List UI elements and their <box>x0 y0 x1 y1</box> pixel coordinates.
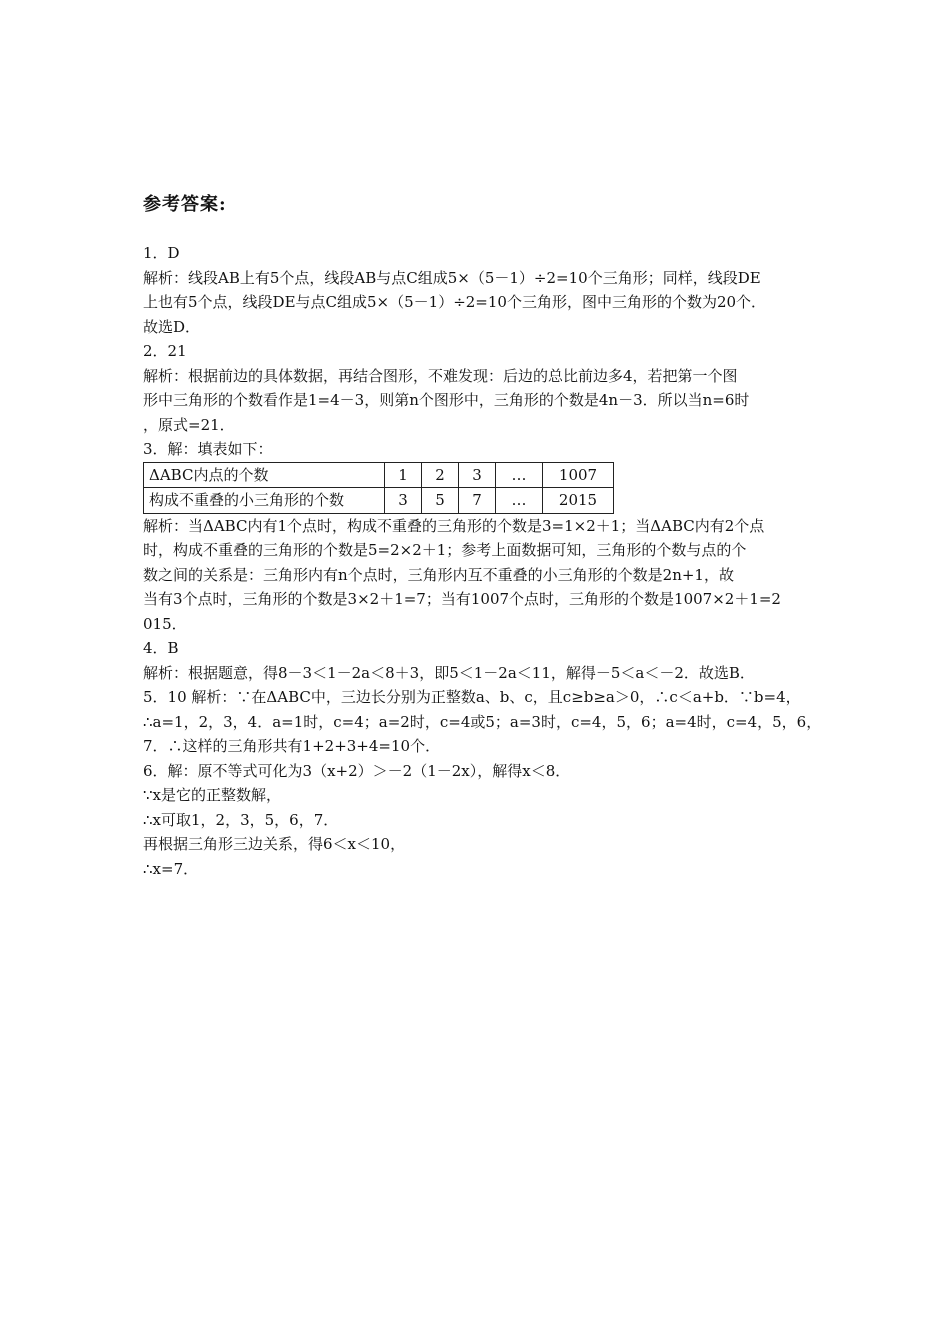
table-cell: 3 <box>385 488 422 514</box>
text-line: 形中三角形的个数看作是1=4－3，则第n个图形中，三角形的个数是4n－3．所以当n=6时 <box>143 391 750 409</box>
table-cell: 2015 <box>543 488 614 514</box>
page-title: 参考答案: <box>143 194 227 215</box>
text-line: 数之间的关系是：三角形内有n个点时，三角形内互不重叠的小三角形的个数是2n+1，故 <box>143 565 734 584</box>
table-row-label: ΔABC内点的个数 <box>144 462 385 488</box>
text-line: 解析：当ΔABC内有1个点时，构成不重叠的三角形的个数是3=1×2＋1；当ΔABC内有2个点 <box>143 516 765 535</box>
text-line: ∴a=1，2，3，4．a=1时，c=4；a=2时，c=4或5；a=3时，c=4，5，6；a=4时，c=4，5，6， <box>143 712 822 731</box>
table-cell: 5 <box>422 488 459 514</box>
text-line: ，原式=21． <box>143 415 235 434</box>
text-line: 再根据三角形三边关系，得6＜x＜10， <box>143 835 406 853</box>
table-cell: … <box>496 488 543 514</box>
text-line: 时，构成不重叠的三角形的个数是5=2×2＋1；参考上面数据可知，三角形的个数与点的个 <box>143 541 747 559</box>
text-line: 解析：根据题意，得8－3＜1－2a＜8＋3，即5＜1－2a＜11，解得－5＜a＜－2．故选B． <box>143 663 755 682</box>
text-line: 4．B <box>143 639 179 657</box>
text-line: 5．10 解析：∵在ΔABC中，三边长分别为正整数a、b、c，且c≥b≥a＞0，∴c＜a+b．∵b=4， <box>143 688 801 706</box>
answer-table <box>143 462 614 514</box>
table-cell: 2 <box>422 462 459 488</box>
text-line: ∴x=7． <box>143 859 199 878</box>
table-row <box>144 488 614 514</box>
table-cell: 7 <box>459 488 496 514</box>
table-cell: … <box>496 462 543 488</box>
text-line: 6．解：原不等式可化为3（x+2）＞－2（1－2x），解得x＜8． <box>143 761 571 780</box>
answer-body <box>143 241 822 881</box>
table-row <box>144 462 614 488</box>
text-line: ∵x是它的正整数解， <box>143 786 282 804</box>
text-line: 7．∴这样的三角形共有1+2+3+4=10个． <box>143 737 441 755</box>
text-line: ∴x可取1，2，3，5，6，7． <box>143 810 339 829</box>
text-line: 015． <box>143 614 187 633</box>
text-line: 3．解：填表如下： <box>143 440 273 458</box>
text-line: 1．D <box>143 244 180 262</box>
text-line: 解析：根据前边的具体数据，再结合图形，不难发现：后边的总比前边多4，若把第一个图 <box>143 366 738 385</box>
text-line: 2．21 <box>143 342 187 360</box>
table-cell: 3 <box>459 462 496 488</box>
text-line: 当有3个点时，三角形的个数是3×2＋1=7；当有1007个点时，三角形的个数是1007×2＋1=2 <box>143 590 781 608</box>
text-line: 上也有5个点，线段DE与点C组成5×（5－1）÷2=10个三角形，图中三角形的个数为20个． <box>143 293 767 311</box>
table-cell: 1007 <box>543 462 614 488</box>
text-line: 故选D． <box>143 317 201 336</box>
table-cell: 1 <box>385 462 422 488</box>
text-line: 解析：线段AB上有5个点，线段AB与点C组成5×（5－1）÷2=10个三角形；同样，线段DE <box>143 268 761 287</box>
table-row-label: 构成不重叠的小三角形的个数 <box>144 488 385 514</box>
